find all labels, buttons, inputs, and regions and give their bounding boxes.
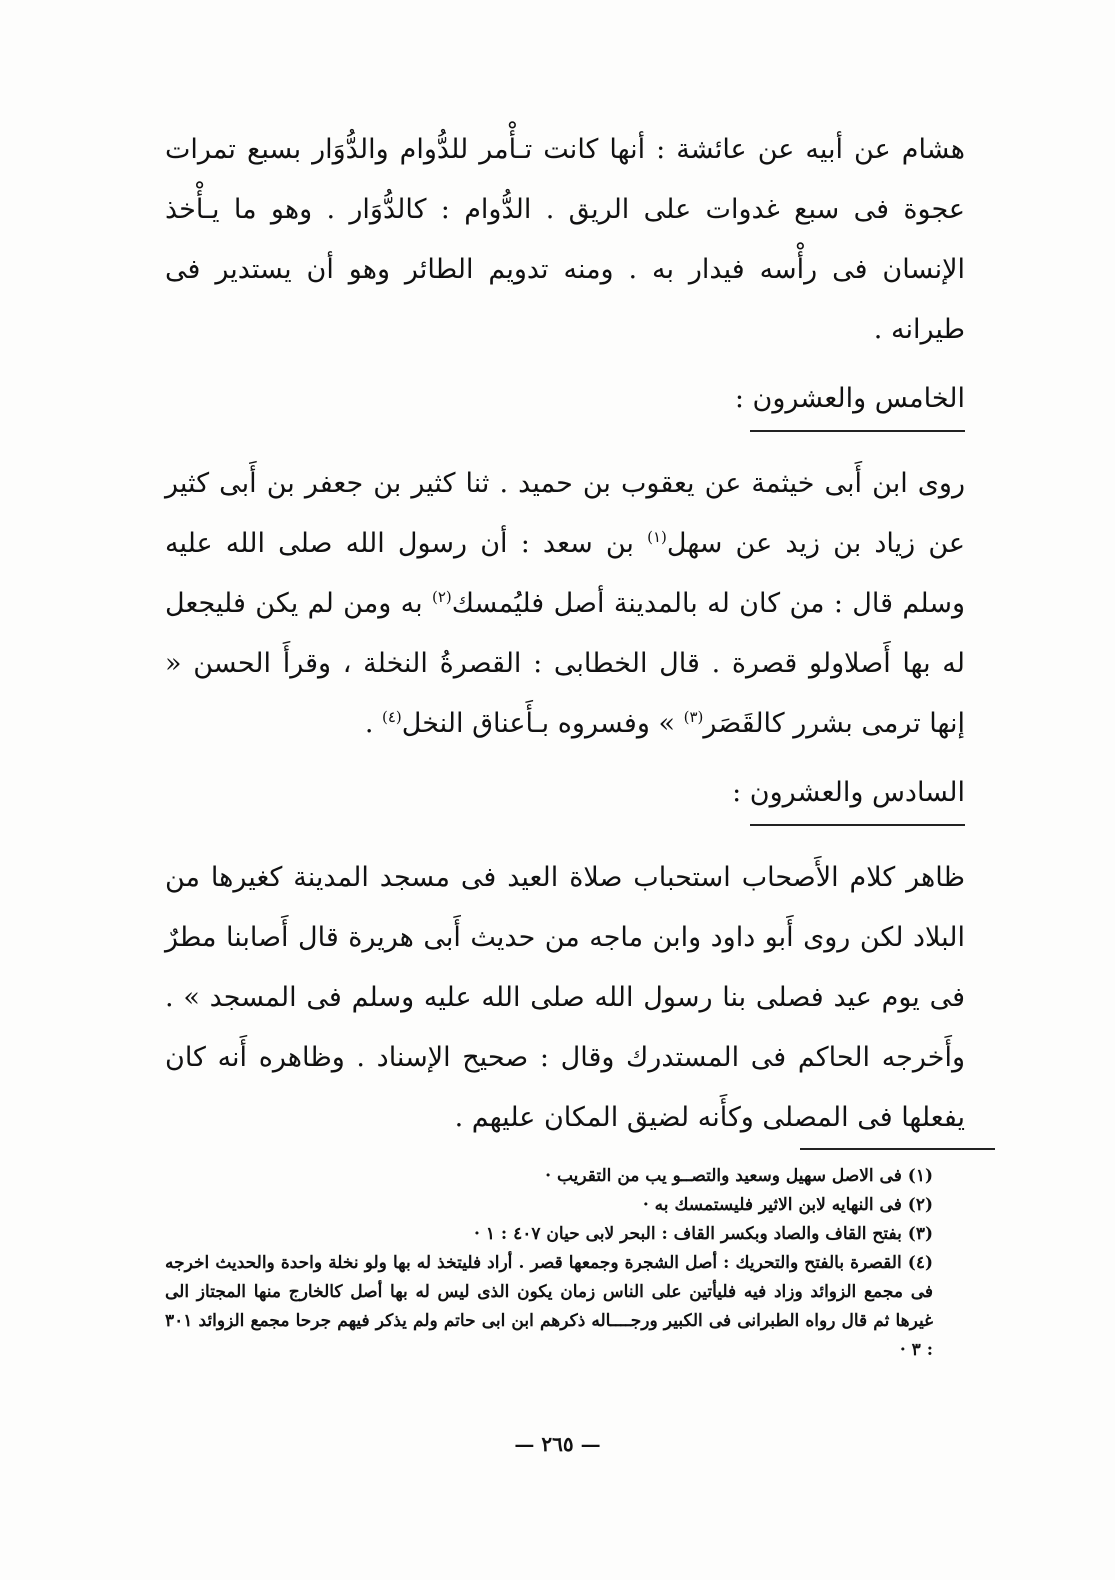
heading-underline (750, 430, 965, 432)
footnote-ref-3: (٣) (683, 708, 704, 726)
paragraph-2-part-e: . (364, 708, 382, 739)
paragraph-1: هشام عن أبيه عن عائشة : أنها كانت تـأْمر للدُّوام والدُّوَار بسبع تمرات عجوة فى سبع غدوات على الريق . الدُّوام : كالدُّوَار . وهو ما يـأْخذ الإنسان فى رأْسه فيدار به . ومنه تدويم الطائر وهو أن يستدير فى طيرانه . (165, 134, 965, 345)
footnote-4: (٤) القصرة بالفتح والتحريك : أصل الشجرة وجمعها قصر . أراد فليتخذ له بها ولو نخلة واحدة والحديث اخرجه فى مجمع الزوائد وزاد فيه فليأتين على الناس زمان يكون الذى ليس له بها أصل كالخارج منها المجتاز الى غيرها ثم قال رواه الطبرانى فى الكبير ورجــــاله ذكرهم ابن ابى حاتم ولم يذكر فيهم جرحا مجمع الزوائد ٣٠١ : ٣ · (165, 1253, 933, 1360)
footnote-ref-2: (٢) (431, 588, 452, 606)
main-text (165, 120, 965, 1148)
page-number: — ٢٦٥ — (514, 1432, 601, 1456)
paragraph-3: ظاهر كلام الأَصحاب استحباب صلاة العيد فى مسجد المدينة كغيرها من البلاد لكن روى أَبو داود وابن ماجه من حديث أَبى هريرة قال أَصابنا مطرٌ فى يوم عيد فصلى بنا رسول الله صلى الله عليه وسلم فى المسجد » . وأَخرجه الحاكم فى المستدرك وقال : صحيح الإسناد . وظاهره أَنه كان يفعلها فى المصلى وكأَنه لضيق المكان عليهم . (165, 862, 965, 1133)
footnote-ref-4: (٤) (381, 708, 402, 726)
paragraph-2-part-c: به ومن لم يكن فليجعل له بها أَصلاولو قصرة . قال الخطابى : القصرةُ النخلة ، وقرأَ الحسن « إنها ترمى بشرر كالقَصَر (165, 588, 965, 739)
paragraph-2-part-a: روى ابن أَبى خيثمة عن يعقوب بن حميد . ثنا كثير بن جعفر بن أَبى كثير عن زياد بن زيد عن سهل (165, 468, 966, 559)
section-heading-26 (165, 768, 965, 848)
paragraph-2-part-d: » وفسروه بـأَعناق النخل (401, 708, 684, 739)
section-heading-25-text: الخامس والعشرون : (734, 383, 965, 414)
footnote-separator (800, 1148, 995, 1150)
heading-underline (750, 824, 965, 826)
section-heading-25 (165, 374, 965, 454)
paragraph-2-part-b: بن سعد : أن رسول الله صلى الله عليه وسلم قال : من كان له بالمدينة أصل فليُمسك (165, 528, 965, 619)
section-heading-26-text: السادس والعشرون : (732, 777, 965, 808)
footnote-2: (٢) فى النهايه لابن الاثير فليستمسك به · (642, 1195, 933, 1215)
footnotes (165, 1162, 965, 1365)
paragraph-2 (165, 454, 965, 754)
footnote-3: (٣) بفتح القاف والصاد وبكسر القاف : البحر لابى حيان ٤٠٧ : ١ · (473, 1224, 933, 1244)
footnote-1: (١) فى الاصل سهيل وسعيد والتصــو يب من التقريب · (545, 1166, 933, 1186)
footnote-ref-1: (١) (647, 528, 667, 546)
